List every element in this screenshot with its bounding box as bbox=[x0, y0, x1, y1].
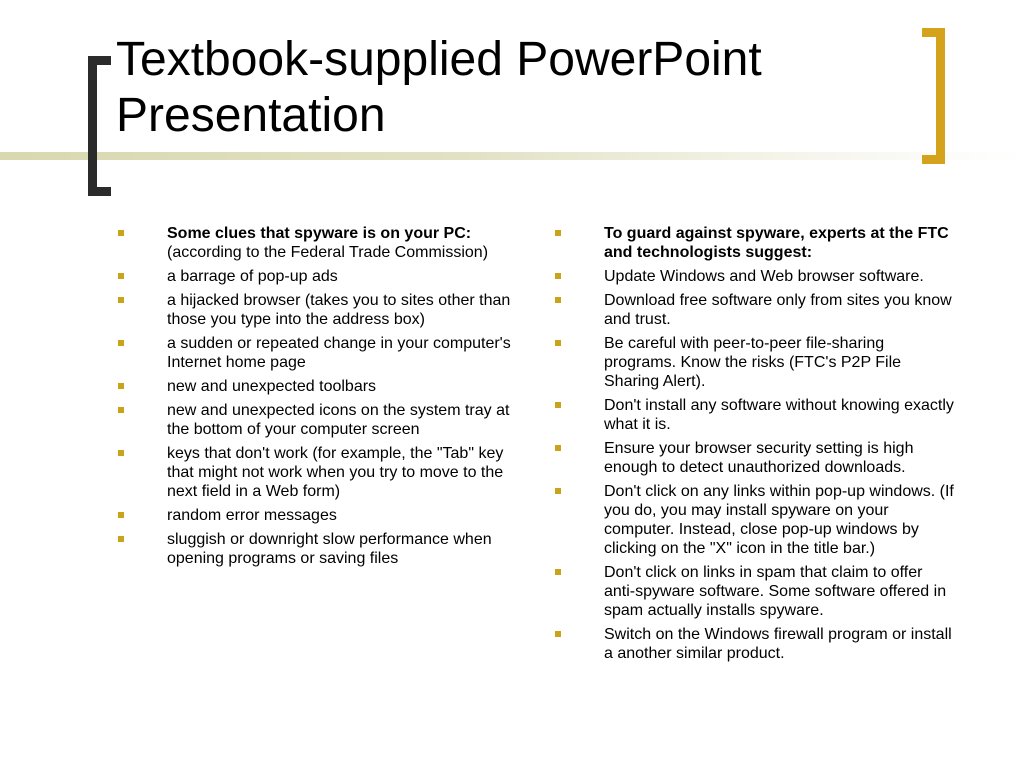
list-item: Don't install any software without knowing exactly what it is. bbox=[555, 396, 957, 434]
list-item: Switch on the Windows firewall program or install a another similar product. bbox=[555, 625, 957, 663]
list-item: Update Windows and Web browser software. bbox=[555, 267, 957, 286]
slide-title bbox=[116, 32, 916, 144]
list-heading-note: (according to the Federal Trade Commission) bbox=[167, 244, 489, 261]
list-item: Don't click on links in spam that claim to offer anti-spyware software. Some software offered in spam actually installs spyware. bbox=[555, 563, 957, 620]
list-item: a barrage of pop-up ads bbox=[118, 267, 520, 286]
bullet-icon bbox=[555, 273, 561, 279]
bullet-icon bbox=[555, 340, 561, 346]
bullet-icon bbox=[118, 340, 124, 346]
slide-title-line-1: Textbook-supplied PowerPoint bbox=[116, 33, 762, 86]
list-heading: Some clues that spyware is on your PC: bbox=[167, 225, 472, 242]
list-item: Download free software only from sites you know and trust. bbox=[555, 291, 957, 329]
bullet-icon bbox=[118, 230, 124, 236]
bullet-icon bbox=[555, 445, 561, 451]
bullet-icon bbox=[555, 569, 561, 575]
bullet-icon bbox=[555, 230, 561, 236]
list-item bbox=[118, 224, 520, 262]
list-item: a sudden or repeated change in your computer's Internet home page bbox=[118, 334, 520, 372]
list-item: Ensure your browser security setting is high enough to detect unauthorized downloads. bbox=[555, 439, 957, 477]
list-item: Don't click on any links within pop-up windows. (If you do, you may install spyware on your computer. Instead, close pop-up windows by clicking on the "X" icon in the title bar.) bbox=[555, 482, 957, 558]
bullet-icon bbox=[555, 402, 561, 408]
right-bracket-decoration bbox=[922, 28, 945, 164]
list-item: new and unexpected toolbars bbox=[118, 377, 520, 396]
bullet-icon bbox=[555, 488, 561, 494]
list-item: keys that don't work (for example, the "Tab" key that might not work when you try to move to the next field in a Web form) bbox=[118, 444, 520, 501]
bullet-icon bbox=[118, 450, 124, 456]
list-heading: To guard against spyware, experts at the FTC and technologists suggest: bbox=[604, 225, 949, 261]
bullet-icon bbox=[118, 273, 124, 279]
spyware-clues-list bbox=[118, 224, 520, 573]
bullet-icon bbox=[118, 407, 124, 413]
bullet-icon bbox=[118, 297, 124, 303]
list-item: Be careful with peer-to-peer file-sharing programs. Know the risks (FTC's P2P File Sharing Alert). bbox=[555, 334, 957, 391]
title-underline-band bbox=[0, 152, 1024, 160]
bullet-icon bbox=[118, 512, 124, 518]
bullet-icon bbox=[555, 631, 561, 637]
list-item: sluggish or downright slow performance when opening programs or saving files bbox=[118, 530, 520, 568]
list-item: random error messages bbox=[118, 506, 520, 525]
list-item bbox=[555, 224, 957, 262]
bullet-icon bbox=[118, 383, 124, 389]
left-bracket-decoration bbox=[88, 56, 111, 196]
spyware-prevention-list bbox=[555, 224, 957, 668]
list-item: a hijacked browser (takes you to sites other than those you type into the address box) bbox=[118, 291, 520, 329]
bullet-icon bbox=[555, 297, 561, 303]
list-item: new and unexpected icons on the system tray at the bottom of your computer screen bbox=[118, 401, 520, 439]
bullet-icon bbox=[118, 536, 124, 542]
slide-title-line-2: Presentation bbox=[116, 89, 386, 142]
